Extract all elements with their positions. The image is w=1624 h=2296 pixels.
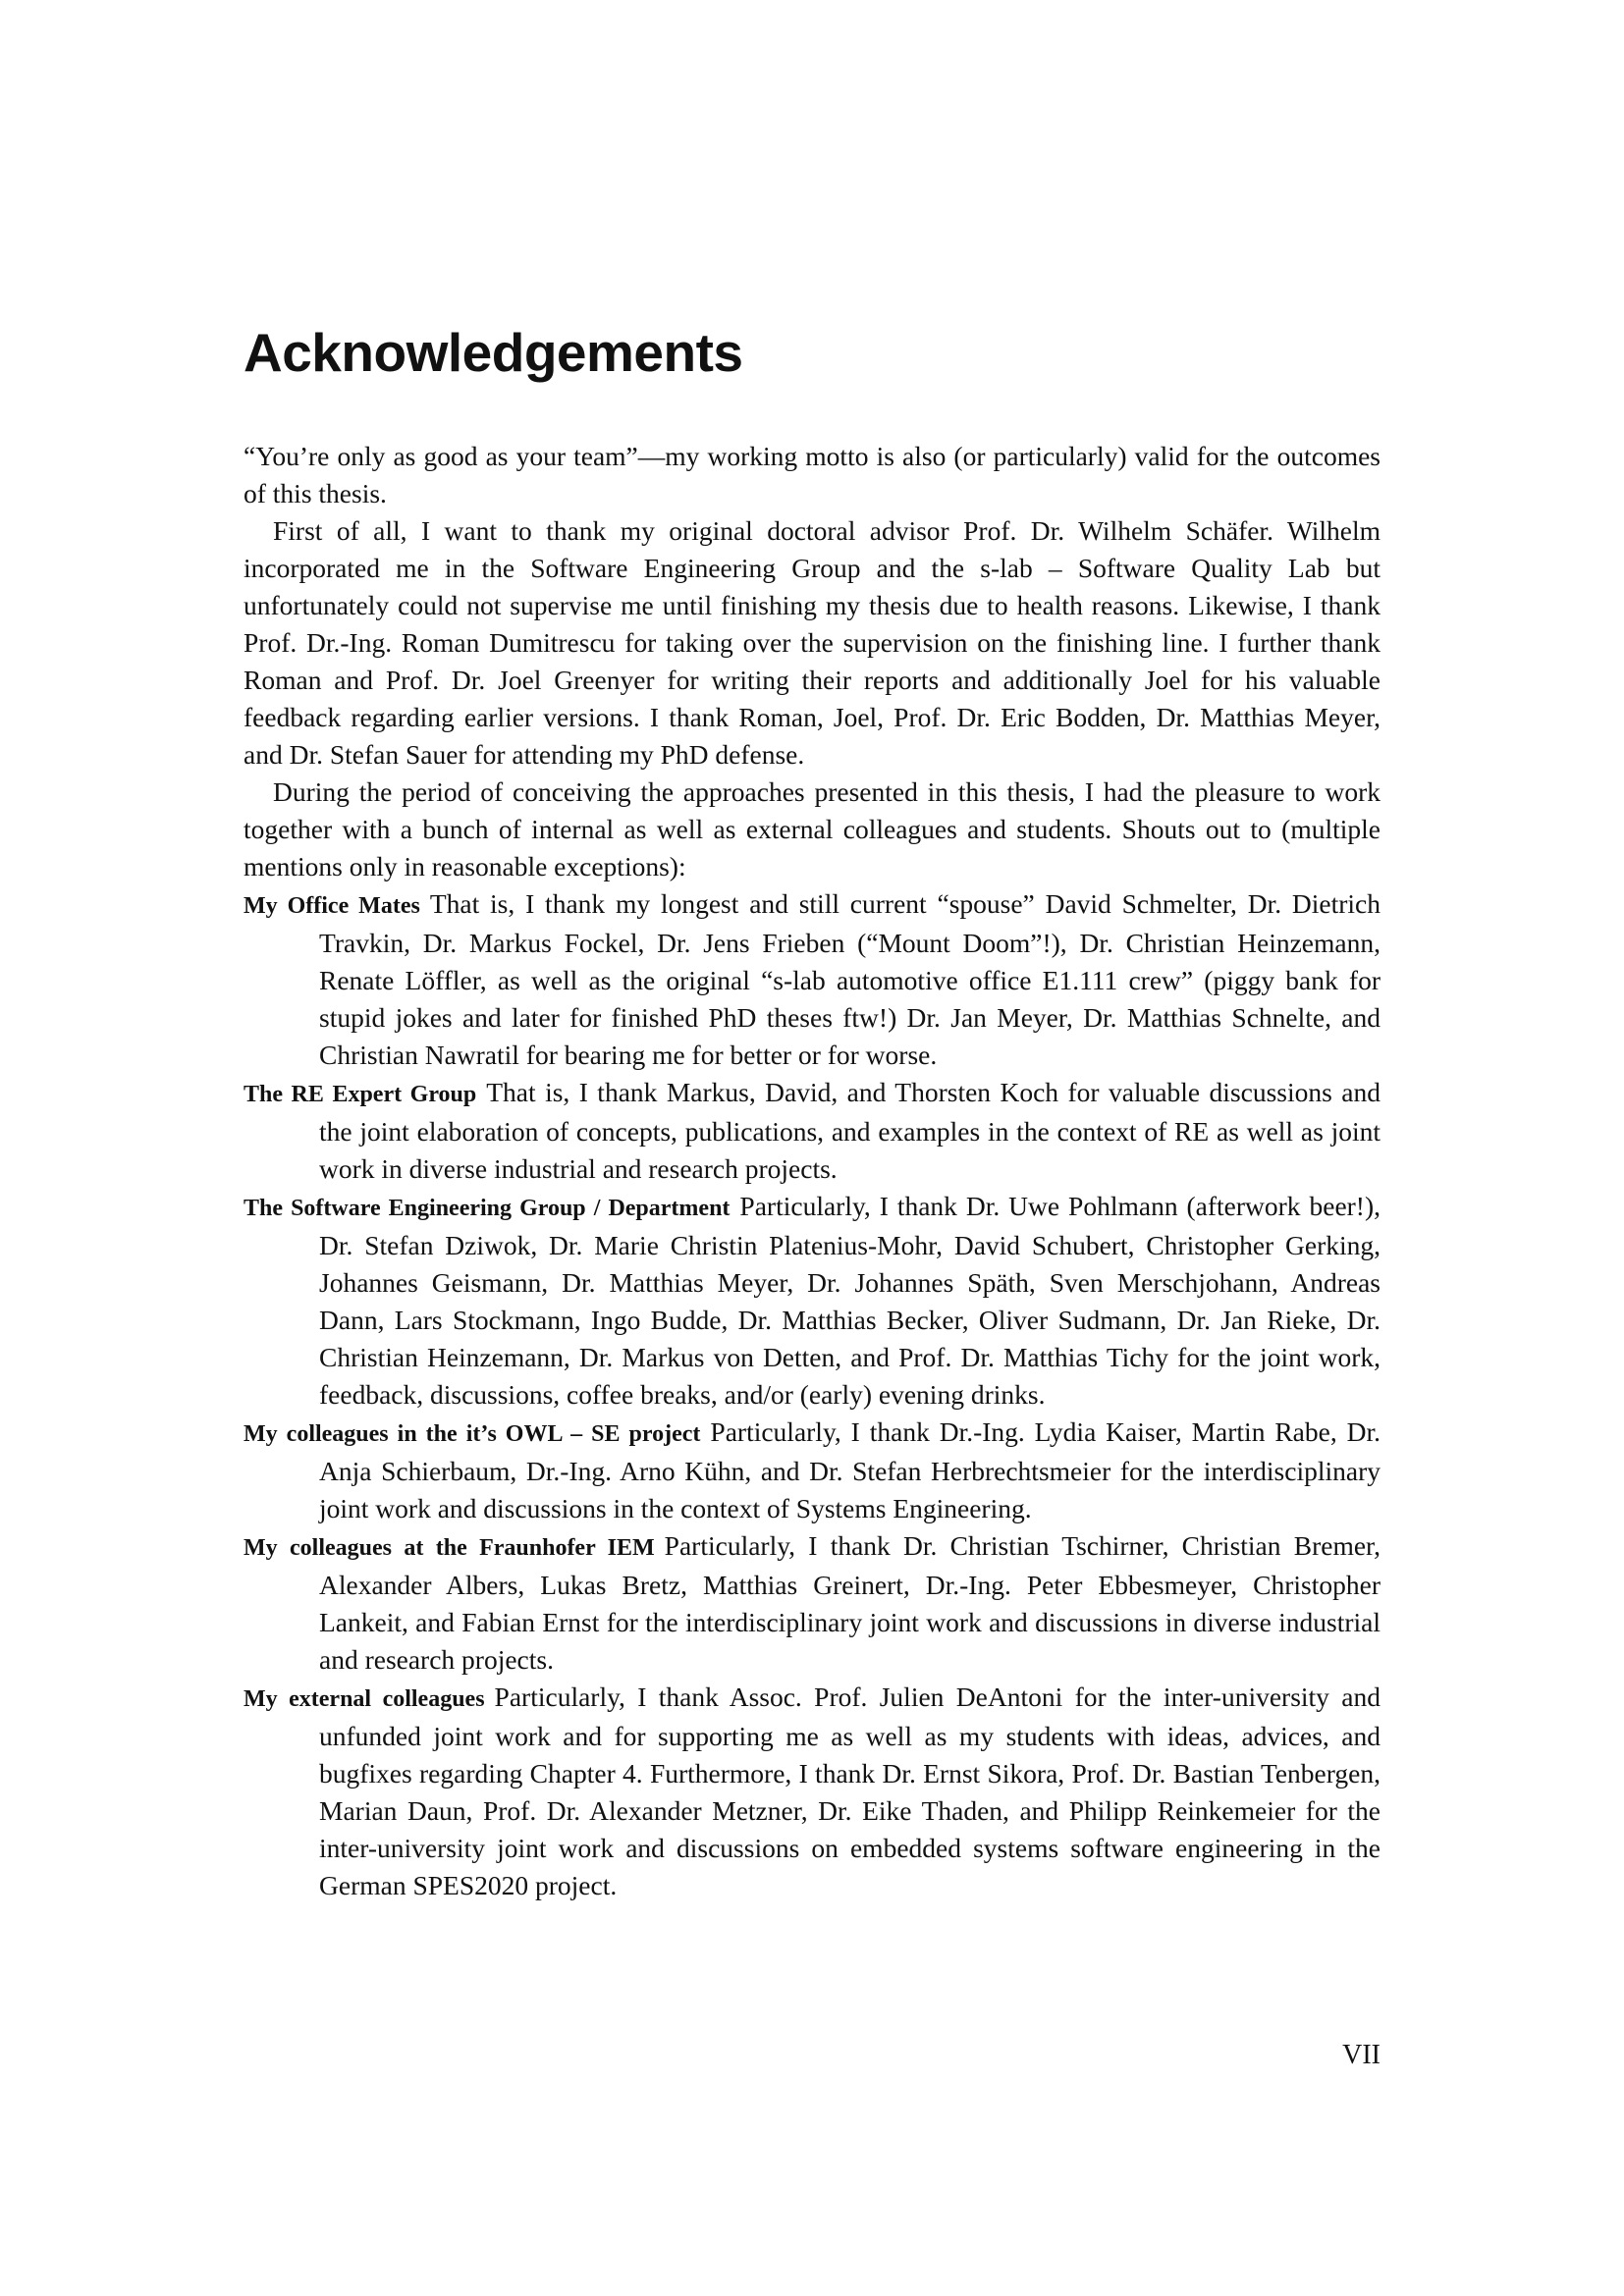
- group-item-re-expert-group: [244, 1074, 1380, 1188]
- group-item-software-engineering-group: [244, 1188, 1380, 1414]
- group-text: Particularly, I thank Assoc. Prof. Julien DeAntoni for the inter-university and unfunded joint work and for supporting me as well as my students with ideas, advices, and bugfixes regarding Chapter 4. Furthermore, I thank Dr. Ernst Sikora, Prof. Dr. Bastian Tenbergen, Marian Daun, Prof. Dr. Alexander Metzner, Dr. Eike Thaden, and Philipp Reinkemeier for the inter-university joint work and discussions on embedded systems software engineering in the German SPES2020 project.: [319, 1682, 1380, 1900]
- group-text: Particularly, I thank Dr. Christian Tschirner, Christian Bremer, Alexander Albers, Lukas Bretz, Matthias Greinert, Dr.-Ing. Peter Ebbesmeyer, Christopher Lankeit, and Fabian Ernst for the interdisciplinary joint work and discussions in diverse industrial and research projects.: [319, 1530, 1380, 1675]
- chapter-heading: Acknowledgements: [244, 322, 743, 383]
- group-label: My Office Mates: [244, 893, 420, 919]
- colleagues-paragraph: During the period of conceiving the approaches presented in this thesis, I had the pleasure to work together with a bunch of internal as well as external colleagues and students. Shouts out to (multiple mentions only in reasonable exceptions):: [244, 776, 1380, 881]
- group-item-its-owl-se-project: [244, 1414, 1380, 1527]
- group-label: The RE Expert Group: [244, 1082, 477, 1107]
- group-text: Particularly, I thank Dr.-Ing. Lydia Kaiser, Martin Rabe, Dr. Anja Schierbaum, Dr.-Ing. Arno Kühn, and Dr. Stefan Herbrechtsmeier for the interdisciplinary joint work and discussions in the context of Systems Engineering.: [319, 1416, 1380, 1523]
- group-text: That is, I thank Markus, David, and Thorsten Koch for valuable discussions and the joint elaboration of concepts, publications, and examples in the context of RE as well as joint work in diverse industrial and research projects.: [319, 1077, 1380, 1184]
- group-label: My colleagues in the it’s OWL – SE project: [244, 1421, 701, 1447]
- group-text: That is, I thank my longest and still current “spouse” David Schmelter, Dr. Dietrich Travkin, Dr. Markus Fockel, Dr. Jens Frieben (“Mount Doom”!), Dr. Christian Heinzemann, Renate Löffler, as well as the original “s-lab automotive office E1.111 crew” (piggy bank for stupid jokes and later for finished PhD theses ftw!) Dr. Jan Meyer, Dr. Matthias Schnelte, and Christian Nawratil for bearing me for better or for worse.: [319, 888, 1380, 1070]
- group-item-external-colleagues: [244, 1679, 1380, 1904]
- page-number: VII: [1342, 2040, 1380, 2070]
- intro-paragraph: “You’re only as good as your team”—my working motto is also (or particularly) valid for the outcomes of this thesis.: [244, 441, 1380, 508]
- group-label: The Software Engineering Group / Department: [244, 1196, 731, 1221]
- group-text: Particularly, I thank Dr. Uwe Pohlmann (afterwork beer!), Dr. Stefan Dziwok, Dr. Marie Christin Platenius-Mohr, David Schubert, Christopher Gerking, Johannes Geismann, Dr. Matthias Meyer, Dr. Johannes Späth, Sven Merschjohann, Andreas Dann, Lars Stockmann, Ingo Budde, Dr. Matthias Becker, Oliver Sudmann, Dr. Jan Rieke, Dr. Christian Heinzemann, Dr. Markus von Detten, and Prof. Dr. Matthias Tichy for the joint work, feedback, discussions, coffee breaks, and/or (early) evening drinks.: [319, 1191, 1380, 1410]
- group-item-office-mates: [244, 885, 1380, 1074]
- advisor-paragraph: First of all, I want to thank my original doctoral advisor Prof. Dr. Wilhelm Schäfer. Wilhelm incorporated me in the Software Engineering Group and the s-lab – Software Quality Lab but unfortunately could not supervise me until finishing my thesis due to health reasons. Likewise, I thank Prof. Dr.-Ing. Roman Dumitrescu for taking over the supervision on the finishing line. I further thank Roman and Prof. Dr. Joel Greenyer for writing their reports and additionally Joel for his valuable feedback regarding earlier versions. I thank Roman, Joel, Prof. Dr. Eric Bodden, Dr. Matthias Meyer, and Dr. Stefan Sauer for attending my PhD defense.: [244, 515, 1380, 770]
- group-label: My colleagues at the Fraunhofer IEM: [244, 1535, 655, 1561]
- acknowledgements-body: [244, 438, 1380, 1904]
- group-item-fraunhofer-iem: [244, 1527, 1380, 1679]
- group-label: My external colleagues: [244, 1686, 485, 1712]
